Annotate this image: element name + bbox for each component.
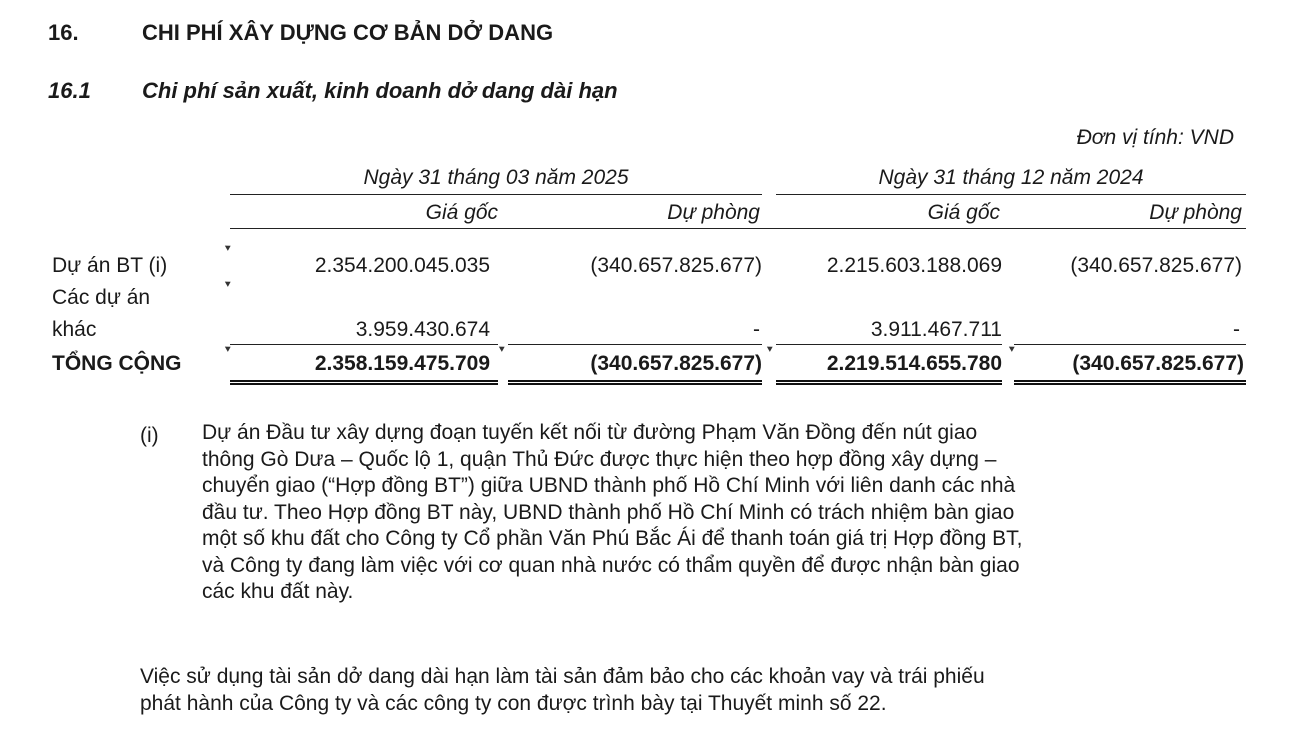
subsection-number: 16.1 — [48, 78, 91, 103]
note-line: chuyển giao (“Hợp đồng BT”) giữa UBND thành phố Hồ Chí Minh với liên danh các nhà — [202, 474, 1016, 497]
row-label-line1: Các dự án — [52, 286, 151, 309]
note-marker: (i) — [140, 424, 159, 447]
col-header-cost-2025: Giá gốc — [425, 201, 498, 224]
closing-line: phát hành của Công ty và các công ty con được trình bày tại Thuyết minh số 22. — [140, 691, 887, 715]
total-rule-3b — [776, 383, 1002, 385]
note-line: và Công ty đang làm việc với cơ quan nhà nước có thẩm quyền để được nhận bàn giao — [202, 553, 1020, 577]
col-header-cost-2024: Giá gốc — [927, 201, 1000, 224]
col-header-provision-2024: Dự phòng — [1149, 201, 1242, 224]
tick-mark — [499, 344, 506, 352]
row-label-line2: khác — [52, 318, 97, 341]
total-provision-2024: (340.657.825.677) — [1072, 352, 1244, 375]
subtotal-rule-3 — [776, 344, 1002, 345]
total-rule-3a — [776, 380, 1002, 382]
closing-paragraph — [140, 664, 985, 717]
total-cost-2024: 2.219.514.655.780 — [826, 352, 1002, 375]
total-rule-2b — [508, 383, 762, 385]
cell-cost-2025: 3.959.430.674 — [355, 318, 490, 341]
subsection-title: Chi phí sản xuất, kinh doanh dở dang dài hạn — [142, 78, 618, 103]
closing-line: Việc sử dụng tài sản dở dang dài hạn làm tài sản đảm bảo cho các khoản vay và trái phiếu — [140, 665, 985, 688]
section-title: CHI PHÍ XÂY DỰNG CƠ BẢN DỞ DANG — [142, 20, 554, 45]
cell-cost-2025: 2.354.200.045.035 — [314, 254, 490, 277]
cell-provision-2024: - — [1233, 318, 1240, 341]
total-rule-1b — [230, 383, 498, 385]
tick-mark — [225, 279, 232, 287]
total-rule-1a — [230, 380, 498, 382]
note-line: Dự án Đầu tư xây dựng đoạn tuyến kết nối từ đường Phạm Văn Đồng đến nút giao — [202, 421, 978, 444]
cell-provision-2025: - — [753, 318, 760, 341]
note-paragraph — [202, 420, 1022, 606]
subtotal-rule-4 — [1014, 344, 1246, 345]
note-line: một số khu đất cho Công ty Cổ phần Văn Phú Bắc Ái để thanh toán giá trị Hợp đồng BT, — [202, 527, 1023, 550]
col-header-provision-2025: Dự phòng — [667, 201, 760, 224]
section-number: 16. — [48, 20, 79, 45]
total-rule-4b — [1014, 383, 1246, 385]
total-cost-2025: 2.358.159.475.709 — [314, 352, 490, 375]
cell-cost-2024: 2.215.603.188.069 — [826, 254, 1002, 277]
cell-cost-2024: 3.911.467.711 — [870, 318, 1002, 341]
tick-mark — [225, 344, 232, 352]
note-line: các khu đất này. — [202, 580, 354, 603]
unit-label: Đơn vị tính: VND — [1076, 126, 1234, 149]
period-header-2024: Ngày 31 tháng 12 năm 2024 — [878, 166, 1144, 189]
total-rule-2a — [508, 380, 762, 382]
row-label: Dự án BT (i) — [52, 254, 168, 277]
subtotal-rule-1 — [230, 344, 498, 345]
cell-provision-2024: (340.657.825.677) — [1070, 254, 1242, 277]
period-header-2025: Ngày 31 tháng 03 năm 2025 — [363, 166, 629, 189]
total-provision-2025: (340.657.825.677) — [590, 352, 762, 375]
total-label: TỔNG CỘNG — [52, 352, 182, 375]
note-line: thông Gò Dưa – Quốc lộ 1, quận Thủ Đức được thực hiện theo hợp đồng xây dựng – — [202, 447, 997, 471]
header-rule-right — [776, 194, 1246, 195]
total-rule-4a — [1014, 380, 1246, 382]
header-rule-left — [230, 194, 762, 195]
tick-mark — [767, 344, 774, 352]
tick-mark — [1009, 344, 1016, 352]
subtotal-rule-2 — [508, 344, 762, 345]
note-line: đầu tư. Theo Hợp đồng BT này, UBND thành phố Hồ Chí Minh có trách nhiệm bàn giao — [202, 500, 1015, 524]
column-header-rule — [230, 228, 1246, 229]
tick-mark — [225, 243, 232, 251]
cell-provision-2025: (340.657.825.677) — [590, 254, 762, 277]
